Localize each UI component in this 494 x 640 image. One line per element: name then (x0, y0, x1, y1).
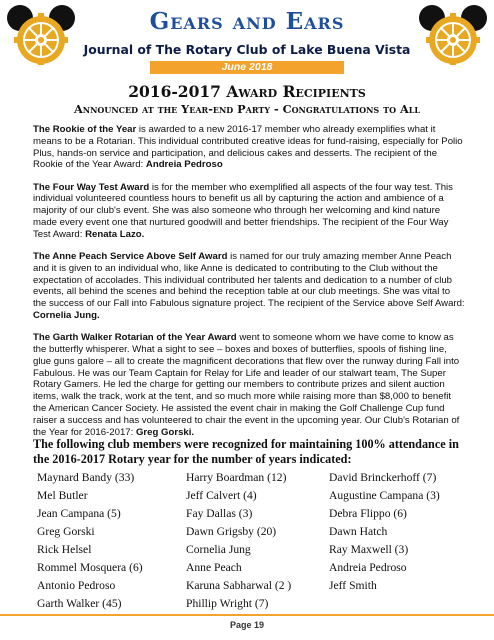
rotary-wheel-mouse-ears-icon (418, 4, 488, 66)
masthead (0, 0, 494, 78)
newsletter-subtitle: Journal of The Rotary Club of Lake Buena Vista (83, 42, 411, 57)
attendance-heading: The following club members were recognized for maintaining 100% attendance in the 2016-2017 Rotary year for the number of years indicated: (33, 437, 459, 466)
member-name: Dawn Grigsby (20) (186, 525, 277, 538)
newsletter-title: Gears and Ears (149, 8, 345, 35)
award-paragraph (33, 182, 465, 241)
member-name: Augustine Campana (3) (329, 489, 440, 502)
member-name: Rommel Mosquera (6) (37, 561, 143, 574)
member-name: Maynard Bandy (33) (37, 471, 135, 484)
member-name: Anne Peach (186, 561, 242, 574)
award-description: is awarded to a new 2016-17 member who already exemplifies what it means to be a Rotarian. This individual contributed creative ideas for fund-raising, especially for Polio Plus, hands-on service and participation, and delicious cakes and desserts. The recipient of the Rookie of the Year Award: (33, 124, 463, 171)
award-name: The Garth Walker Rotarian of the Year Award (33, 332, 237, 344)
award-description: is named for our truly amazing member Anne Peach and it is given to an individual who, like Anne is dedicated to contributing to the Club without the expectation of accolades. This individual contributed her talents and dedication to a number of club events, all behind the scenes and behind the reception table at our club meetings. She was vital to the success of our Fall into Fabulous signature project. The recipient of the Service above Self Award: (33, 250, 465, 310)
member-name: David Brinckerhoff (7) (329, 471, 437, 484)
award-paragraph (33, 124, 465, 171)
award-recipient: Cornelia Jung. (33, 309, 100, 321)
attendance-name-grid (37, 471, 477, 610)
member-name: Debra Flippo (6) (329, 507, 407, 520)
member-name: Cornelia Jung (186, 543, 251, 556)
award-paragraph (33, 332, 465, 438)
member-name: Greg Gorski (37, 525, 95, 538)
award-paragraph (33, 251, 465, 322)
member-name: Antonio Pedroso (37, 579, 116, 592)
member-name: Jeff Smith (329, 579, 377, 592)
article-title: 2016-2017 Award Recipients (128, 82, 366, 101)
member-name: Phillip Wright (7) (186, 597, 269, 610)
footer-rule (0, 614, 494, 616)
award-recipient: Renata Lazo. (85, 228, 145, 240)
member-name: Jeff Calvert (4) (186, 489, 257, 502)
member-name: Garth Walker (45) (37, 597, 122, 610)
award-recipient: Greg Gorski. (135, 426, 195, 438)
member-name: Ray Maxwell (3) (329, 543, 409, 556)
page-number: Page 19 (229, 620, 265, 630)
article-body (33, 124, 465, 449)
member-name: Mel Butler (37, 489, 88, 502)
member-name: Jean Campana (5) (37, 507, 121, 520)
member-name: Karuna Sabharwal (2 ) (186, 579, 292, 592)
member-name: Dawn Hatch (329, 525, 388, 538)
attendance-section (33, 437, 473, 610)
award-name: The Anne Peach Service Above Self Award (33, 250, 228, 262)
member-name: Andreia Pedroso (329, 561, 407, 574)
award-description: went to someone whom we have come to know as the butterfly whisperer. What a sight to see – boxes and boxes of butterflies, spools of fishing line, glue guns galore – all to create the magnificent decorations that flew over the runway during Fall into Fabulous. He was our Team Captain for Relay for Life and leader of our stalwart team, The Super Rotary Gamers. He led the charge for getting our members to contribute prizes and silent auction items, walk the track, work at the tent, and so much more while raising more than $8,000 to benefit the American Cancer Society. He assisted the event chair in making the Golf Challenge Cup fund raiser a success and has volunteered to chair the event in the upcoming year. Our Club's Rotarian of the Year for 2016-2017: (33, 332, 460, 438)
award-description: is for the member who exemplified all aspects of the four way test. This individual volunteered countless hours to benefit us all by capturing the action and ambience of a majority of our club's event. She was also someone who through her welcoming and kind nature made every event one that nurtured goodwill and better friendships. The recipient of the Four Way Test Award: (33, 181, 453, 240)
member-name: Harry Boardman (12) (186, 471, 287, 484)
award-name: The Four Way Test Award (33, 181, 150, 193)
issue-date: June 2018 (150, 61, 344, 74)
award-name: The Rookie of the Year (33, 124, 137, 135)
member-name: Fay Dallas (3) (186, 507, 253, 520)
member-name: Rick Helsel (37, 543, 92, 556)
article-subtitle: Announced at the Year-end Party - Congratulations to All (74, 102, 420, 116)
award-recipient: Andreia Pedroso (145, 159, 223, 171)
